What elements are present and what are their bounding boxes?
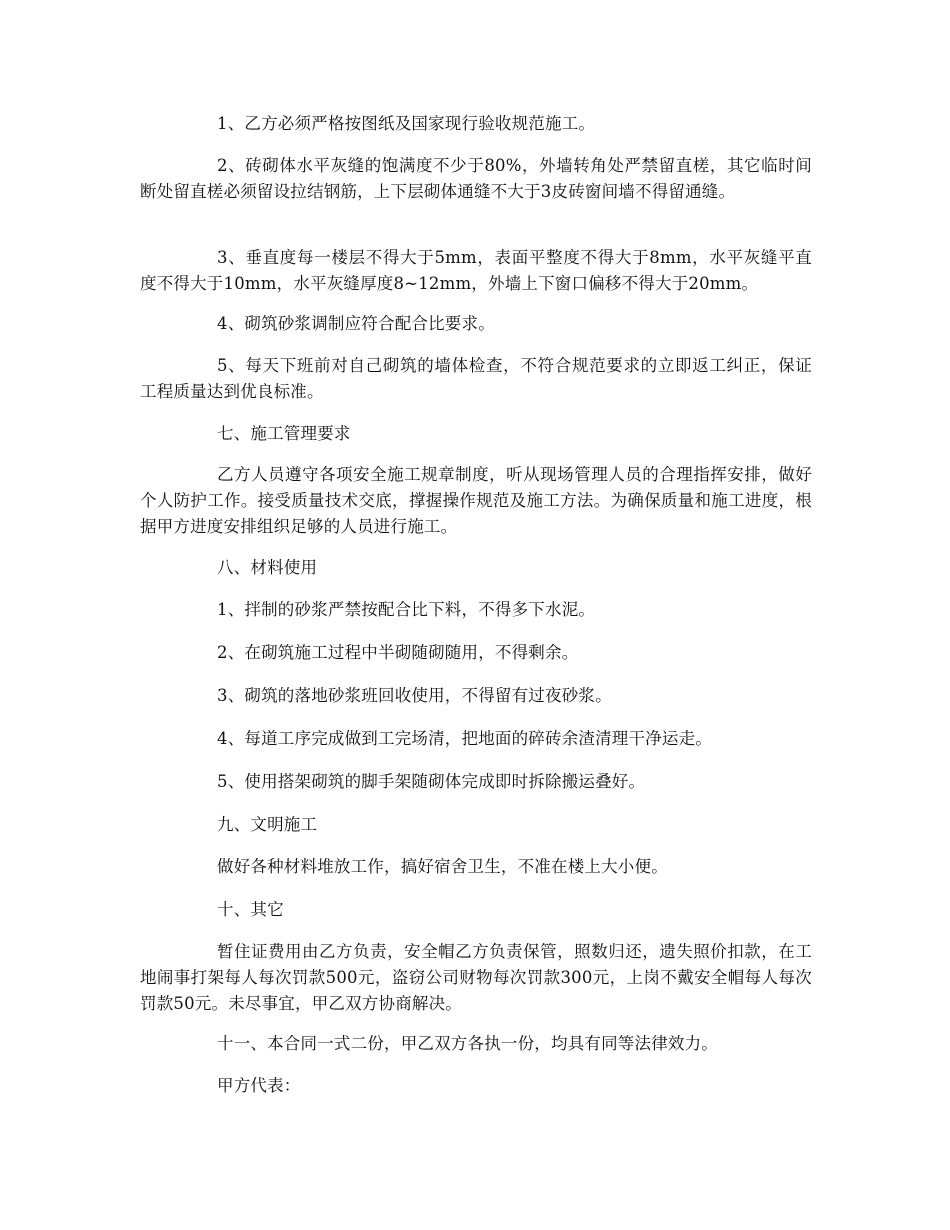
material-clause-1: 1、拌制的砂浆严禁按配合比下料，不得多下水泥。 [217,600,596,619]
material-clause-2: 2、在砌筑施工过程中半砌随砌随用，不得剩余。 [217,643,579,662]
clause-4-mortar-mix: 4、砌筑砂浆调制应符合配合比要求。 [217,314,495,333]
section-7-heading: 七、施工管理要求 [217,424,351,443]
section-10-heading: 十、其它 [217,900,284,919]
clause-5-daily-inspection: 5、每天下班前对自己砌筑的墙体检查，不符合规范要求的立即返工纠正，保证工程质量达到优良标准。 [140,356,812,401]
section-9-body: 做好各种材料堆放工作，搞好宿舍卫生，不准在楼上大小便。 [217,857,668,876]
material-clause-5: 5、使用搭架砌筑的脚手架随砌体完成即时拆除搬运叠好。 [217,772,646,791]
material-clause-3: 3、砌筑的落地砂浆班回收使用，不得留有过夜砂浆。 [217,686,612,705]
section-7-body: 乙方人员遵守各项安全施工规章制度，听从现场管理人员的合理指挥安排，做好个人防护工作。接受质量技术交底，撑握操作规范及施工方法。为确保质量和施工进度，根据甲方进度安排组织足够的人员进行施工。 [140,465,812,536]
material-clause-4: 4、每道工序完成做到工完场清，把地面的碎砖余渣清理干净运走。 [217,729,712,748]
section-9-heading: 九、文明施工 [217,815,318,834]
clause-1-drawings-compliance: 1、乙方必须严格按图纸及国家现行验收规范施工。 [217,114,596,133]
clause-2-mortar-joints: 2、砖砌体水平灰缝的饱满度不少于80%，外墙转角处严禁留直槎，其它临时间断处留直槎必须留设拉结钢筋，上下层砌体通缝不大于3皮砖窗间墙不得留通缝。 [140,156,812,201]
clause-3-tolerances: 3、垂直度每一楼层不得大于5mm，表面平整度不得大于8mm，水平灰缝平直度不得大于10mm，水平灰缝厚度8~12mm，外墙上下窗口偏移不得大于20mm。 [140,248,812,293]
section-11-clause: 十一、本合同一式二份，甲乙双方各执一份，均具有同等法律效力。 [217,1034,718,1053]
section-10-body: 暂住证费用由乙方负责，安全帽乙方负责保管，照数归还，遗失照价扣款，在工地闹事打架每人每次罚款500元，盗窃公司财物每次罚款300元，上岗不戴安全帽每人每次罚款50元。未尽事宜，甲乙双方协商解决。 [140,942,812,1013]
section-8-heading: 八、材料使用 [217,558,318,577]
party-a-representative-label: 甲方代表： [217,1076,301,1095]
